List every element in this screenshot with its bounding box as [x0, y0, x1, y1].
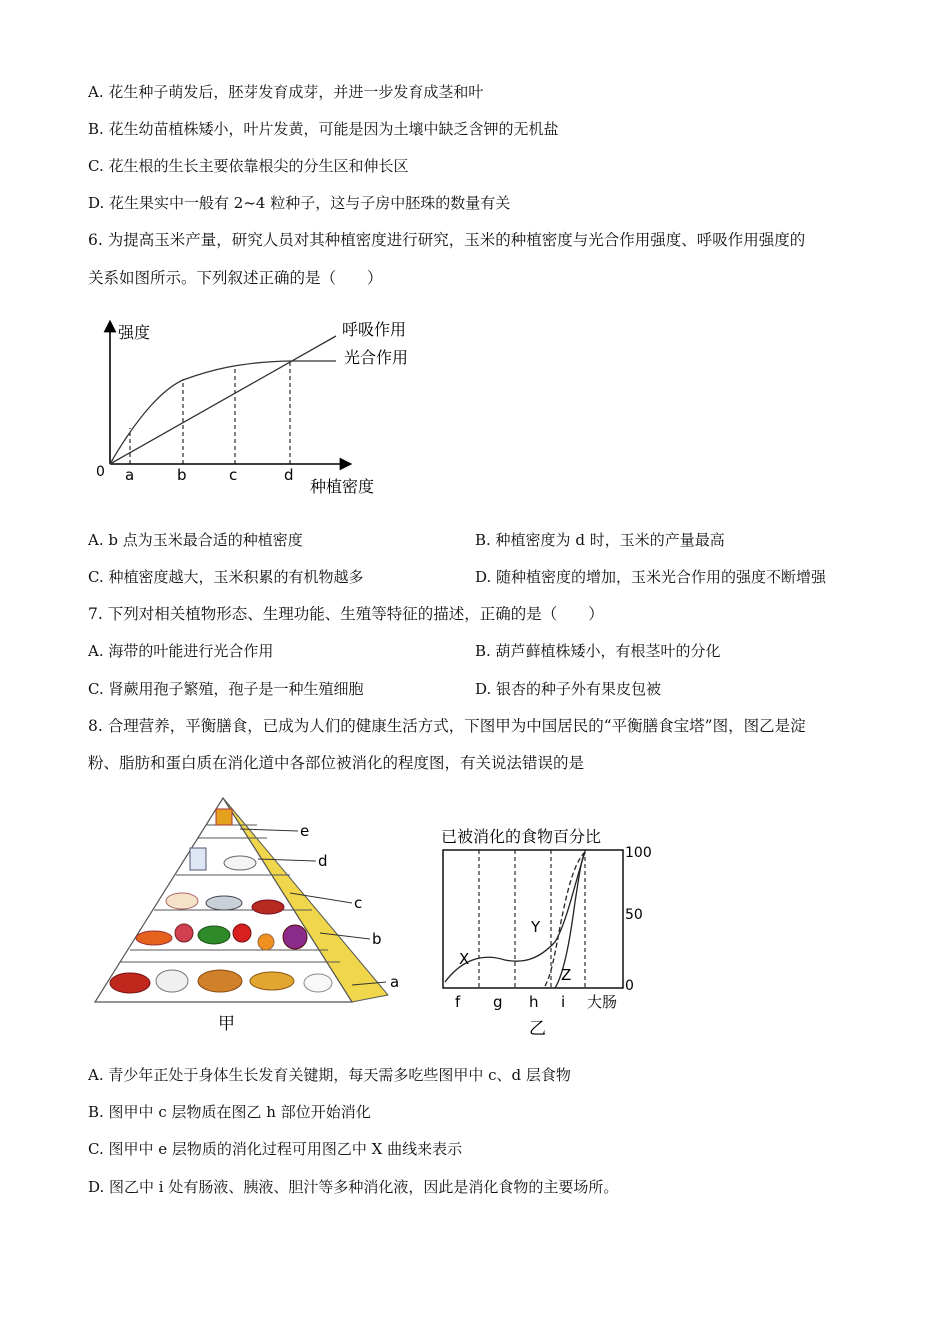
orange-icon — [258, 934, 274, 950]
q8-stem-line1: 8. 合理营养，平衡膳食，已成为人们的健康生活方式，下图甲为中国居民的“平衡膳食宝塔”图，图乙是淀 — [88, 717, 806, 735]
fish-icon — [206, 896, 242, 910]
q6-option-b: B. 种植密度为 d 时，玉米的产量最高 — [475, 531, 725, 549]
q6-tick-d: d — [284, 466, 294, 484]
curve-label-z: Z — [561, 966, 572, 984]
q8-option-d: D. 图乙中 i 处有肠液、胰液、胆汁等多种消化液，因此是消化食物的主要场所。 — [88, 1178, 619, 1196]
layer-label-d: d — [318, 852, 328, 870]
xtick-h: h — [529, 993, 539, 1011]
q6-chart — [90, 312, 420, 502]
oil-icon — [216, 809, 232, 825]
digestion-title: 已被消化的食物百分比 — [441, 827, 602, 846]
q6-label-respiration: 呼吸作用 — [342, 320, 407, 339]
layer-label-b: b — [372, 930, 382, 948]
q5-option-a: A. 花生种子萌发后，胚芽发育成芽，并进一步发育成茎和叶 — [88, 83, 484, 101]
xtick-g: g — [493, 993, 503, 1011]
q7-option-d: D. 银杏的种子外有果皮包被 — [475, 680, 662, 698]
carrot-icon — [136, 931, 172, 945]
q6-tick-b: b — [177, 466, 187, 484]
q6-tick-c: c — [229, 466, 238, 484]
q7-option-c: C. 肾蕨用孢子繁殖，孢子是一种生殖细胞 — [88, 680, 364, 698]
bun-icon — [156, 970, 188, 992]
q7-option-b: B. 葫芦藓植株矮小，有根茎叶的分化 — [475, 642, 721, 660]
q6-tick-a: a — [125, 466, 135, 484]
q7-stem: 7. 下列对相关植物形态、生理功能、生殖等特征的描述，正确的是（ ） — [88, 605, 604, 623]
xtick-f: f — [455, 993, 461, 1011]
ytick-100: 100 — [625, 845, 652, 861]
sweet-potato-icon — [110, 973, 150, 993]
layer-label-a: a — [390, 973, 400, 991]
q6-option-a: A. b 点为玉米最合适的种植密度 — [88, 531, 303, 549]
curve-label-x: X — [459, 950, 470, 968]
q6-label-photosynthesis: 光合作用 — [344, 348, 409, 367]
rice-icon — [304, 974, 332, 992]
q5-option-d: D. 花生果实中一般有 2~4 粒种子，这与子房中胚珠的数量有关 — [88, 194, 511, 212]
q8-option-c: C. 图甲中 e 层物质的消化过程可用图乙中 X 曲线来表示 — [88, 1140, 463, 1158]
q7-option-a: A. 海带的叶能进行光合作用 — [88, 642, 274, 660]
tofu-icon — [224, 856, 256, 870]
chicken-icon — [166, 893, 198, 909]
curve-label-y: Y — [531, 918, 541, 936]
ytick-50: 50 — [625, 907, 643, 923]
q8-option-b: B. 图甲中 c 层物质在图乙 h 部位开始消化 — [88, 1103, 371, 1121]
fig-jia-caption: 甲 — [218, 1014, 235, 1034]
q6-ylabel: 强度 — [118, 323, 151, 342]
tomato-icon — [233, 924, 251, 942]
q8-stem-line2: 粉、脂肪和蛋白质在消化道中各部位被消化的程度图，有关说法错误的是 — [88, 754, 585, 772]
bread-icon — [198, 970, 242, 992]
layer-label-e: e — [300, 822, 310, 840]
q8-option-a: A. 青少年正处于身体生长发育关键期，每天需多吃些图甲中 c、d 层食物 — [88, 1066, 571, 1084]
layer-label-c: c — [354, 894, 363, 912]
greens-icon — [198, 926, 230, 944]
ytick-0: 0 — [625, 978, 634, 994]
q6-stem-line1: 6. 为提高玉米产量，研究人员对其种植密度进行研究，玉米的种植密度与光合作用强度、呼吸作用强度的 — [88, 231, 806, 249]
onion-icon — [175, 924, 193, 942]
xtick-large-intestine: 大肠 — [587, 993, 618, 1011]
meat-icon — [252, 900, 284, 914]
q6-option-d: D. 随种植密度的增加，玉米光合作用的强度不断增强 — [475, 568, 827, 586]
digestion-chart — [435, 822, 665, 1044]
q6-xlabel: 种植密度 — [310, 477, 375, 496]
q5-option-c: C. 花生根的生长主要依靠根尖的分生区和伸长区 — [88, 157, 409, 175]
food-pyramid-figure — [90, 795, 410, 1035]
q6-respiration-line — [110, 336, 336, 464]
grapes-icon — [283, 925, 307, 949]
q6-photosynthesis-curve — [110, 361, 336, 464]
q6-stem-line2: 关系如图所示。下列叙述正确的是（ ） — [88, 269, 383, 287]
q6-origin: 0 — [96, 464, 105, 480]
fig-yi-caption: 乙 — [529, 1019, 546, 1039]
milk-icon — [190, 848, 206, 870]
xtick-i: i — [561, 993, 566, 1011]
q5-option-b: B. 花生幼苗植株矮小，叶片发黄，可能是因为土壤中缺乏含钾的无机盐 — [88, 120, 559, 138]
q6-option-c: C. 种植密度越大，玉米积累的有机物越多 — [88, 568, 364, 586]
corn-icon — [250, 972, 294, 990]
